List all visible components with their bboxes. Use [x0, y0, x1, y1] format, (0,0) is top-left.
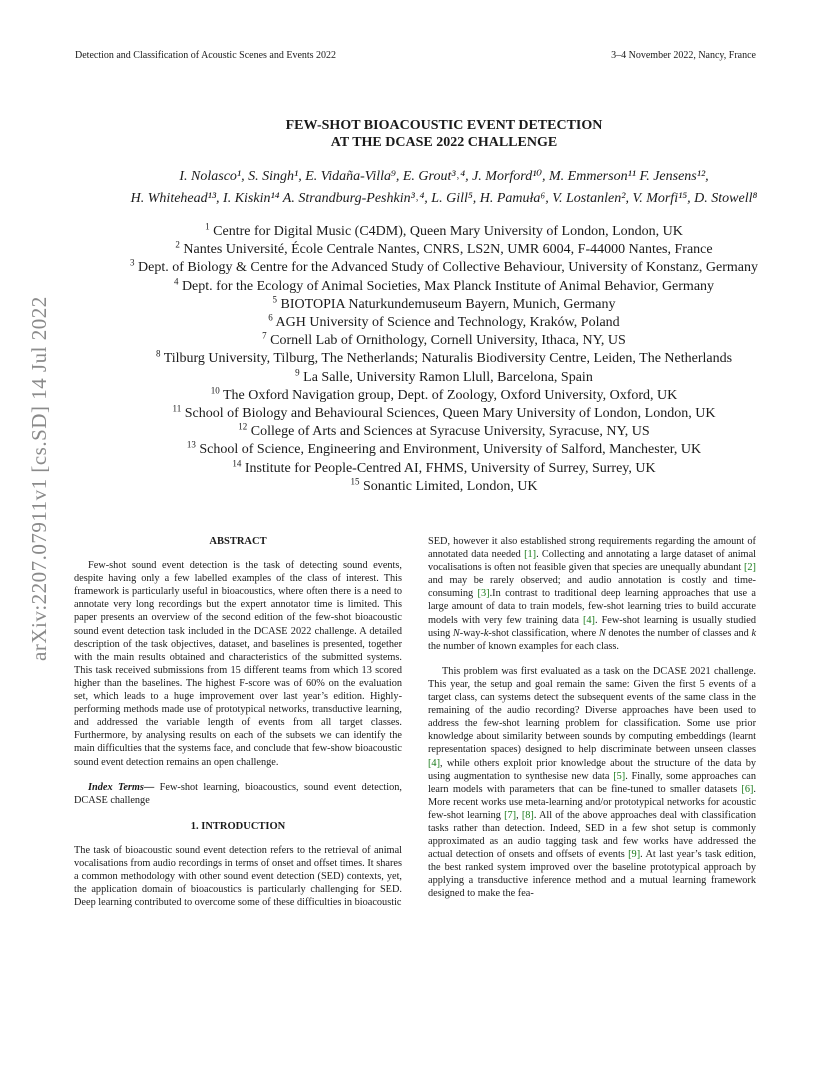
affiliation-text: Centre for Digital Music (C4DM), Queen Mary University of London, London, UK — [213, 224, 683, 239]
affiliation-number: 8 — [155, 348, 161, 359]
citation-link[interactable]: [9] — [628, 849, 641, 861]
citation-link[interactable]: [2] — [743, 562, 756, 574]
affiliation-line — [60, 332, 828, 350]
paper-title — [60, 117, 828, 151]
affiliation-number: 7 — [262, 330, 267, 341]
affiliation-line — [60, 441, 828, 459]
affiliation-number: 10 — [210, 385, 220, 396]
author-list — [60, 166, 828, 210]
arxiv-identifier: arXiv:2207.07911v1 [cs.SD] 14 Jul 2022 — [27, 296, 51, 661]
text-run: and may be rarely observed; and audio annotation is costly and time-consuming — [428, 575, 756, 600]
text-run: , while others exploit prior knowledge about the structure of the data by using augmentation to synthesise new data — [428, 757, 756, 782]
intro-paragraph-3 — [428, 665, 756, 901]
affiliation-number: 3 — [130, 257, 135, 268]
affiliation-text: Dept. of Biology & Centre for the Advanced Study of Collective Behaviour, University of Konstanz, Germany — [138, 260, 758, 276]
text-run: , — [516, 809, 522, 821]
authors-line-1: I. Nolasco¹, S. Singh¹, E. Vidaña-Villa⁹, E. Grout³˒⁴, J. Morford¹⁰, M. Emmerson¹¹ F. Jensens¹², — [179, 169, 709, 184]
affiliation-text: The Oxford Navigation group, Dept. of Zoology, Oxford University, Oxford, UK — [222, 387, 678, 403]
affiliation-number: 13 — [186, 439, 196, 450]
citation-link[interactable]: [4] — [582, 614, 595, 626]
citation-link[interactable]: [1] — [524, 549, 537, 561]
running-header-right: 3–4 November 2022, Nancy, France — [611, 50, 756, 61]
affiliation-line — [60, 350, 828, 368]
citation-link[interactable]: [8] — [521, 809, 534, 821]
text-run: .In contrast to traditional deep learning approaches that use a large amount of data to train models, few-shot learning tries to build accurate models with very few training data — [428, 588, 757, 626]
affiliation-number: 9 — [295, 366, 300, 377]
affiliation-number: 14 — [232, 457, 242, 468]
introduction-heading: 1. INTRODUCTION — [190, 820, 286, 832]
index-terms — [74, 781, 402, 807]
affiliation-text: AGH University of Science and Technology, Kraków, Poland — [275, 315, 620, 331]
citation-link[interactable]: [3] — [477, 588, 490, 600]
affiliation-number: 15 — [350, 476, 360, 487]
text-run: -way- — [459, 627, 484, 639]
affiliation-text: Tilburg University, Tilburg, The Netherlands; Naturalis Biodiversity Centre, Leiden, The Netherlands — [163, 351, 733, 367]
authors-line-2: H. Whitehead¹³, I. Kiskin¹⁴ A. Strandburg-Peshkin³˒⁴, L. Gill⁵, H. Pamuła⁶, V. Lostanlen², V. Morfi¹⁵, D. Stowell⁸ — [130, 191, 758, 206]
affiliation-text: Dept. for the Ecology of Animal Societies, Max Planck Institute of Animal Behavior, Germany — [181, 278, 715, 294]
text-run: . At last year’s task edition, the best ranked system improved over the baseline prototypical approach by applying a transductive inference method and a mutual learning framework designed to make the fea- — [428, 849, 757, 900]
affiliation-line — [60, 259, 828, 277]
index-terms-text: Few-shot learning, bioacoustics, sound event detection, DCASE challenge — [74, 781, 402, 806]
left-column — [74, 535, 402, 909]
math-symbol: N — [452, 627, 460, 639]
math-symbol: N — [598, 627, 606, 639]
text-run: . Finally, some approaches can learn models with parameters that can be fine-tuned to smaller datasets — [428, 770, 756, 795]
affiliation-line — [60, 478, 828, 496]
affiliation-text: School of Science, Engineering and Environment, University of Salford, Manchester, UK — [199, 442, 702, 458]
affiliation-number: 12 — [238, 421, 248, 432]
title-line-2: AT THE DCASE 2022 CHALLENGE — [330, 135, 558, 150]
citation-link[interactable]: [7] — [504, 809, 517, 821]
affiliation-line — [60, 275, 828, 296]
affiliation-text: La Salle, University Ramon Llull, Barcelona, Spain — [303, 369, 593, 385]
affiliation-line — [60, 223, 828, 241]
affiliation-line — [60, 423, 828, 441]
affiliation-text: Institute for People-Centred AI, FHMS, University of Surrey, Surrey, UK — [244, 460, 656, 476]
math-symbol: k — [751, 627, 757, 639]
affiliation-line — [60, 366, 828, 387]
affiliation-number: 2 — [175, 239, 180, 250]
citation-link[interactable]: [4] — [428, 757, 441, 769]
affiliation-number: 1 — [205, 221, 210, 232]
affiliation-text: Cornell Lab of Ornithology, Cornell University, Ithaca, NY, US — [270, 333, 626, 349]
affiliation-text: College of Arts and Sciences at Syracuse University, Syracuse, NY, US — [250, 424, 650, 440]
affiliation-text: School of Biology and Behavioural Sciences, Queen Mary University of London, London, UK — [184, 406, 716, 422]
affiliation-line — [60, 314, 828, 332]
affiliation-line — [60, 296, 828, 314]
title-line-1: FEW-SHOT BIOACOUSTIC EVENT DETECTION — [285, 118, 603, 133]
affiliation-text: BIOTOPIA Naturkundemuseum Bayern, Munich, Germany — [280, 296, 616, 312]
affiliation-number: 11 — [172, 403, 182, 414]
index-terms-label: Index Terms— — [88, 781, 155, 793]
intro-paragraph-2 — [428, 535, 756, 653]
affiliation-line — [60, 241, 828, 259]
text-run: . Collecting and annotating a large dataset of animal vocalisations is often not feasible given that species are unequally abundant — [428, 549, 757, 574]
running-header-left: Detection and Classification of Acoustic Scenes and Events 2022 — [75, 50, 337, 61]
affiliation-number: 6 — [268, 312, 273, 323]
math-symbol: k — [483, 627, 489, 639]
abstract-text: Few-shot sound event detection is the task of detecting sound events, despite having only a few labelled examples of the class of interest. This framework is particularly useful in bioacoustics, where often there is a need to annotate very long recordings but the expert annotator time is limited. This paper presents an overview of the second edition of the few-shot bioacoustic sound event detection task included in the DCASE 2022 challenge. A detailed description of the task objectives, dataset, and baselines is presented, together with the main results obtained and characteristics of the submitted systems. This task received submissions from 15 different teams from which 13 scored higher than the baselines. The highest F-score was of 60% on the evaluation set, which leads to a huge improvement over last year’s edition. Highly-performing methods made use of prototypical networks, transductive learning, and addressed the variable length of events from all target classes. Furthermore, by analysing results on each of the subsets we can identify the main difficulties that the systems face, and conclude that few-show bioacoustic sound event detection remains an open challenge. — [74, 560, 402, 768]
text-run: the number of known examples for each class. — [428, 640, 620, 652]
affiliation-line — [60, 457, 828, 478]
text-run: denotes the number of classes and — [605, 627, 752, 639]
abstract-heading: ABSTRACT — [209, 536, 267, 547]
affiliation-number: 5 — [272, 294, 278, 305]
citation-link[interactable]: [5] — [613, 770, 626, 782]
affiliation-text: Sonantic Limited, London, UK — [362, 478, 538, 494]
text-run: . All of the above approaches deal with classification tasks rather than detection. Indeed, SED in a few shot setup is commonly approximated as an audio tagging task and few works have addressed the actual detection of onsets and offsets of events — [428, 809, 756, 861]
text-run: This problem was first evaluated as a task on the DCASE 2021 challenge. This year, the setup and goal remain the same: Given the first 5 events of a target class, can systems detect the subsequent events of the same class in the remaining of the audio recording? Diverse approaches have been used to address the few-shot learning problem for classification. Some use prior knowledge about similarity between sounds by computing embeddings (learnt representation spaces) designed to help discriminate between unseen classes — [428, 665, 756, 756]
affiliation-list — [60, 223, 828, 496]
text-run: . Few-shot learning is usually studied using — [428, 614, 757, 639]
text-run: . More recent works use meta-learning and/or prototypical networks for acoustic few-shot learning — [428, 783, 756, 821]
text-run: SED, however it also established strong requirements regarding the amount of annotated data needed — [428, 536, 756, 561]
affiliation-line — [60, 405, 828, 423]
right-column — [428, 535, 756, 901]
affiliation-line — [60, 387, 828, 405]
intro-paragraph-1: The task of bioacoustic sound event detection refers to the retrieval of animal vocalisations from audio recordings in terms of onset and offset times. It shares a common methodology with other sound event detection (SED) contexts, yet, the application domain of bioacoustics is particularly challenging for SED. Deep learning contributed to overcome some of these difficulties in bioacoustic — [74, 844, 402, 909]
affiliation-text: Nantes Université, École Centrale Nantes, CNRS, LS2N, UMR 6004, F-44000 Nantes, France — [183, 242, 713, 258]
citation-link[interactable]: [6] — [741, 783, 754, 795]
text-run: -shot classification, where — [488, 627, 599, 639]
affiliation-number: 4 — [173, 275, 179, 286]
